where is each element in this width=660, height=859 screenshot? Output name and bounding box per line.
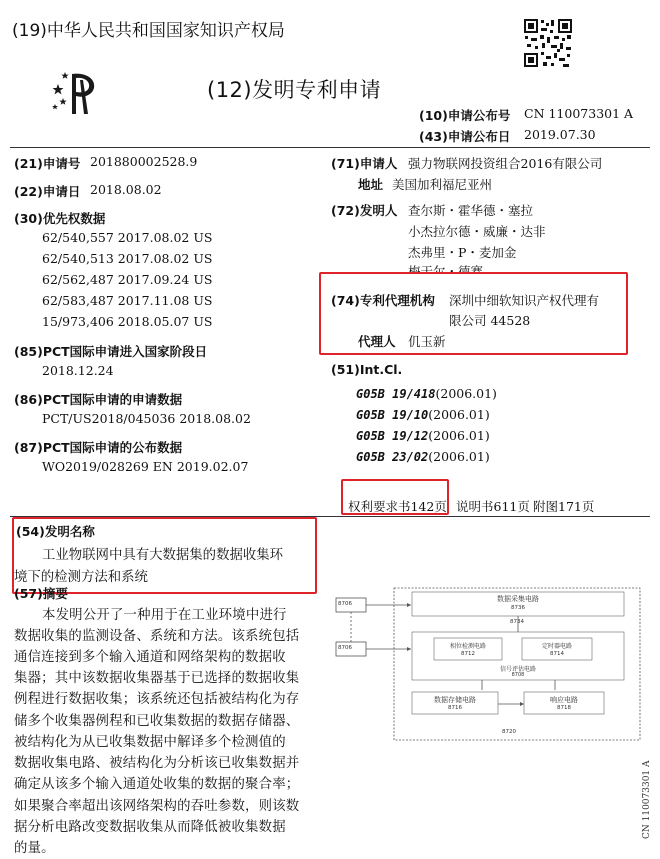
pct-entry-label: (85)PCT国际申请进入国家阶段日 (14, 344, 208, 359)
address-label: 地址 (358, 177, 384, 192)
priority-item: 62/540,513 2017.08.02 US (42, 251, 213, 266)
abstract-line: 储多个收集器例程和已收集数据的数据存储器、 (14, 714, 300, 729)
description-pages: 说明书611页 (456, 499, 530, 514)
drawings-pages: 附图171页 (533, 499, 595, 514)
applicant-value: 强力物联网投资组合2016有限公司 (408, 156, 603, 171)
abstract-line: 数据收集电路、被结构化为分析该已收集数据并 (14, 756, 300, 771)
abstract-line: 例程进行数据收集；该系统还包括被结构化为存 (14, 692, 300, 707)
figure-label: 信号评估电路 (499, 666, 536, 673)
figure-label: 相位检测电路 (449, 643, 486, 650)
abstract-line: 数据收集的监测设备、系统和方法。该系统包括 (14, 629, 300, 644)
priority-label: (30)优先权数据 (14, 211, 106, 226)
figure-ref: 8734 (510, 619, 524, 625)
pct-app-label: (86)PCT国际申请的申请数据 (14, 392, 183, 407)
priority-item: 62/540,557 2017.08.02 US (42, 230, 213, 245)
inventor-name: 杰弗里・P・麦加金 (408, 245, 517, 260)
pub-no-label: (10)申请公布号 (419, 108, 511, 123)
figure-ref: 8712 (461, 651, 475, 657)
figure-ref: 8716 (448, 705, 462, 711)
figure-ref: 8736 (511, 605, 525, 611)
applicant-label: (71)申请人 (331, 156, 398, 171)
figure-label: 定时器电路 (541, 643, 572, 650)
abstract-line: 如果聚合率超出该网络架构的吞吐参数，则该数 (14, 799, 300, 814)
ipc-entry: G05B 19/10(2006.01) (356, 407, 490, 422)
qr-code (523, 18, 573, 68)
pct-app-value: PCT/US2018/045036 2018.08.02 (42, 411, 251, 426)
abstract-line: 被结构化为从已收集数据中解译多个检测值的 (14, 735, 286, 750)
pub-date-value: 2019.07.30 (524, 127, 596, 142)
ipc-label: (51)Int.Cl. (331, 362, 403, 377)
figure-ref: 8714 (550, 651, 564, 657)
abstract-line: 本发明公开了一种用于在工业环境中进行 (42, 608, 287, 623)
agency-label: (74)专利代理机构 (331, 293, 435, 308)
address-value: 美国加利福尼亚州 (392, 177, 493, 192)
abstract-figure (332, 584, 644, 746)
pct-pub-label: (87)PCT国际申请的公布数据 (14, 440, 183, 455)
figure-ref: 8720 (502, 729, 516, 735)
title-label: (54)发明名称 (16, 524, 95, 539)
agent-value: 仉玉新 (408, 334, 446, 349)
inventor-name: 小杰拉尔德・威廉・达非 (408, 224, 546, 239)
abstract-line: 集器；其中该数据收集器基于已选择的数据收集 (14, 671, 300, 686)
office-name: (19)中华人民共和国国家知识产权局 (12, 21, 285, 41)
invention-title: 工业物联网中具有大数据集的数据收集环 (42, 548, 284, 563)
footer-pub-code: CN 110073301 A (642, 760, 652, 839)
abstract-label: (57)摘要 (14, 586, 68, 601)
abstract-line: 据分析电路改变数据收集从而降低被收集数据 (14, 820, 286, 835)
figure-label: 数据采集电路 (497, 595, 539, 603)
pub-date-label: (43)申请公布日 (419, 129, 511, 144)
ipc-entry: G05B 23/02(2006.01) (356, 449, 490, 464)
abstract-line: 通信连接到多个输入通道和网络架构的数据收 (14, 650, 286, 665)
app-date-value: 2018.08.02 (90, 182, 162, 197)
pub-no-value: CN 110073301 A (524, 106, 634, 121)
agent-label: 代理人 (358, 334, 396, 349)
inventor-label: (72)发明人 (331, 203, 398, 218)
priority-item: 62/583,487 2017.11.08 US (42, 293, 213, 308)
inventor-name: 查尔斯・霍华德・塞拉 (408, 203, 534, 218)
agency-name: 深圳中细软知识产权代理有 (449, 293, 600, 308)
cnipa-emblem (50, 66, 102, 116)
pct-pub-value: WO2019/028269 EN 2019.02.07 (42, 459, 249, 474)
abstract-line: 确定从该多个输入通道处收集的数据的聚合率； (14, 777, 300, 792)
figure-label: 数据存储电路 (434, 696, 476, 704)
pct-entry-value: 2018.12.24 (42, 363, 114, 378)
claims-pages: 权利要求书142页 (348, 499, 447, 514)
figure-ref: 8718 (557, 705, 571, 711)
priority-item: 15/973,406 2018.05.07 US (42, 314, 213, 329)
app-date-label: (22)申请日 (14, 184, 81, 199)
figure-ref: 8706 (338, 645, 352, 651)
app-no-value: 201880002528.9 (90, 154, 198, 169)
figure-ref: 8706 (338, 601, 352, 607)
figure-label: 响应电路 (550, 696, 578, 704)
invention-title-cont: 境下的检测方法和系统 (14, 570, 148, 585)
header-divider (10, 147, 650, 148)
ipc-entry: G05B 19/418(2006.01) (356, 386, 497, 401)
document-type: (12)发明专利申请 (207, 78, 382, 102)
app-no-label: (21)申请号 (14, 156, 81, 171)
figure-ref: 8708 (511, 672, 525, 678)
priority-item: 62/562,487 2017.09.24 US (42, 272, 213, 287)
abstract-line: 的量。 (14, 841, 55, 856)
agency-name-cont: 限公司 44528 (449, 313, 531, 328)
ipc-entry: G05B 19/12(2006.01) (356, 428, 490, 443)
